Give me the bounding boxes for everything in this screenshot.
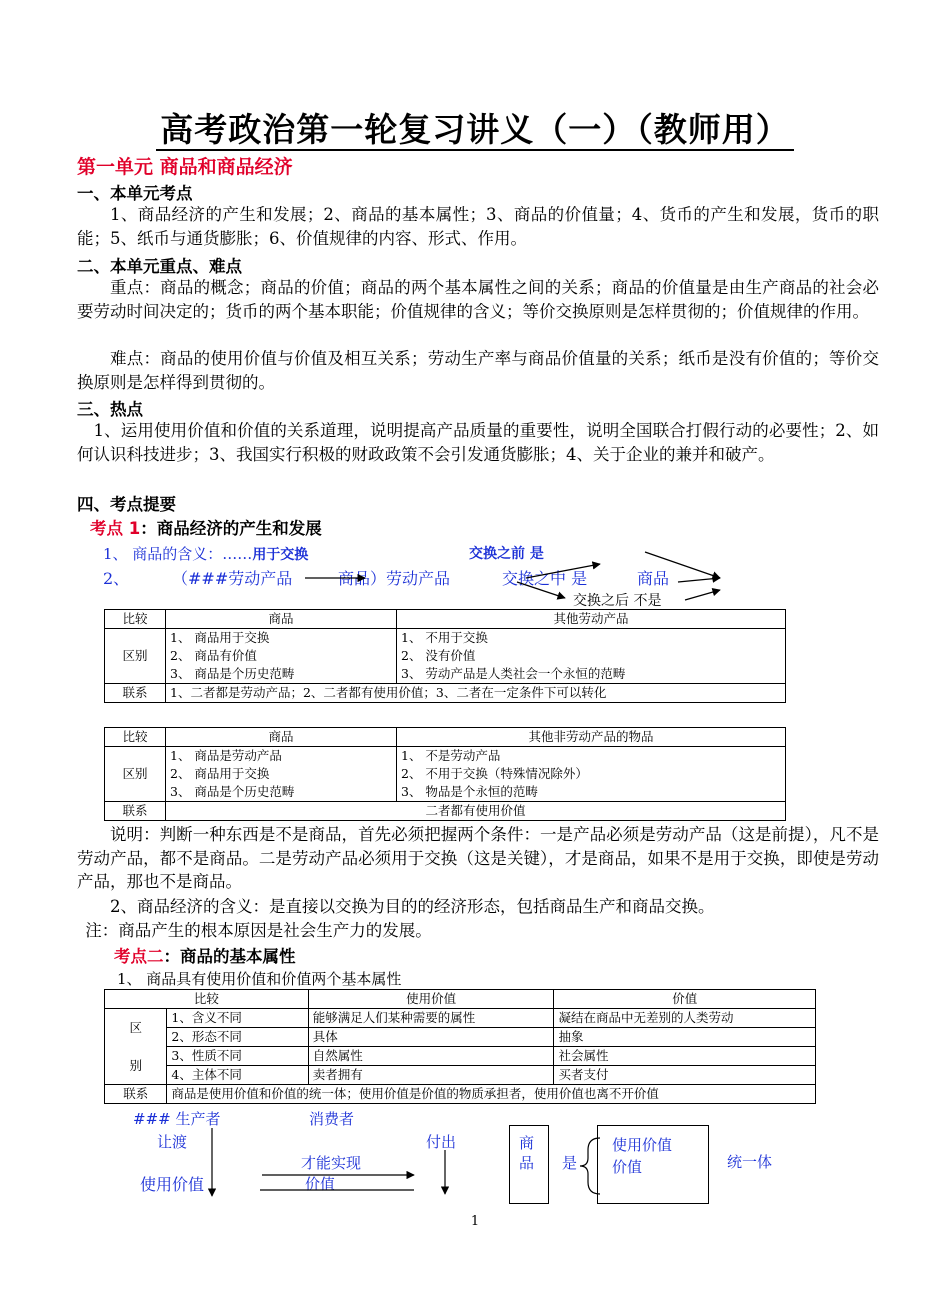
arrow-commodity-link <box>678 578 720 582</box>
kp1-label: 考点 1 <box>90 519 141 538</box>
diagram-uv: 使用价值 <box>612 1136 673 1154</box>
diagram-consumer: 消费者 <box>309 1110 355 1128</box>
kp1-line1-prefix: 1、 商品的含义：…… <box>103 545 253 563</box>
header-cell: 比较 <box>105 728 166 747</box>
kp1-labor-product: （###劳动产品 <box>172 569 293 588</box>
arrow-during-exchange <box>526 564 600 578</box>
kp1-use-exchange: 用于交换 <box>252 547 309 563</box>
section-2-key: 重点：商品的概念；商品的价值；商品的两个基本属性之间的关系；商品的价值量是由生产商品的社会必要劳动时间决定的；货币的两个基本职能；价值规律的含义；等价交换原则是怎样贯彻的；价值规律的作用。 <box>77 278 879 321</box>
section-3-heading: 三、热点 <box>77 400 143 419</box>
row-label-char: 别 <box>129 1057 142 1073</box>
arrow-after-exchange <box>517 582 565 598</box>
econ-definition: 2、商品经济的含义：是直接以交换为目的的经济形态，包括商品生产和商品交换。 <box>110 897 715 916</box>
diagram-use-value: 使用价值 <box>140 1175 205 1194</box>
kp1-commodity-paren: 商品）劳动产品 <box>338 569 451 588</box>
cell-line: 3、 商品是个历史范畴 <box>170 666 295 681</box>
cell: 买者支付 <box>554 1066 816 1085</box>
diagram-pay: 付出 <box>426 1133 457 1151</box>
diagram-goods: 商品 <box>519 1134 535 1172</box>
kp2-title: ：商品的基本属性 <box>163 947 296 966</box>
cell: 4、主体不同 <box>167 1066 308 1085</box>
kp1-commodity: 商品 <box>637 569 670 588</box>
explain-note: 说明：判断一种东西是不是商品，首先必须把握两个条件：一是产品必须是劳动产品（这是前提），凡不是劳动产品，都不是商品。二是劳动产品必须用于交换（这是关键），才是商品，如果不是用于交换，即使是劳动产品，那也不是商品。 <box>77 825 879 891</box>
section-1-heading: 一、本单元考点 <box>77 184 193 203</box>
cell-line: 2、 不用于交换（特殊情况除外） <box>401 766 588 781</box>
header-cell: 比较 <box>105 610 166 629</box>
section-3-text: 1、运用使用价值和价值的关系道理，说明提高产品质量的重要性，说明全国联合打假行动的必要性；2、如何认识科技进步；3、我国实行积极的财政政策不会引发通货膨胀；4、关于企业的兼并和破产。 <box>77 421 879 464</box>
header-cell: 其他劳动产品 <box>397 610 786 629</box>
cell: 社会属性 <box>554 1047 816 1066</box>
cell-line: 2、 商品有价值 <box>170 648 257 663</box>
row-label: 联系 <box>105 802 166 821</box>
cell: 能够满足人们某种需要的属性 <box>308 1009 554 1028</box>
cell: 二者都有使用价值 <box>166 802 786 821</box>
row-label: 区别 <box>105 629 166 684</box>
brace-icon <box>580 1138 600 1194</box>
cell: 1、含义不同 <box>167 1009 308 1028</box>
cell-line: 2、 没有价值 <box>401 648 476 663</box>
cell-line: 1、 商品用于交换 <box>170 630 270 645</box>
header-cell: 价值 <box>554 990 816 1009</box>
diagram-producer: ### 生产者 <box>133 1110 221 1128</box>
diagram-v: 价值 <box>612 1158 643 1176</box>
kp1-title: ：商品经济的产生和发展 <box>140 519 322 538</box>
header-cell: 比较 <box>105 990 309 1009</box>
page-title-text: 高考政治第一轮复习讲义（一）（教师用） <box>156 110 794 151</box>
diagram-transfer: 让渡 <box>157 1133 188 1151</box>
cell-line: 1、 不是劳动产品 <box>401 748 501 763</box>
cell-line: 1、 不用于交换 <box>401 630 488 645</box>
cell: 凝结在商品中无差别的人类劳动 <box>554 1009 816 1028</box>
row-label: 区别 <box>105 747 166 802</box>
header-cell: 商品 <box>166 728 397 747</box>
kp2-label: 考点二 <box>114 947 164 966</box>
cell: 3、性质不同 <box>167 1047 308 1066</box>
header-cell: 商品 <box>166 610 397 629</box>
row-label-char: 区 <box>129 1019 142 1035</box>
arrow-not-commodity <box>685 590 720 600</box>
cell: 自然属性 <box>308 1047 554 1066</box>
section-2-hard: 难点：商品的使用价值与价值及相互关系；劳动生产率与商品价值量的关系；纸币是没有价值的；等价交换原则是怎样得到贯彻的。 <box>77 349 879 392</box>
kp1-during-exchange: 交换之中 是 <box>502 569 588 588</box>
arrow-before-to-commodity <box>645 552 720 578</box>
cell: 2、形态不同 <box>167 1028 308 1047</box>
diagram-is: 是 <box>562 1154 578 1172</box>
cell: 具体 <box>308 1028 554 1047</box>
kp1-line2-num: 2、 <box>103 569 130 588</box>
row-label: 联系 <box>105 684 166 703</box>
header-cell: 使用价值 <box>308 990 554 1009</box>
cell-line: 3、 商品是个历史范畴 <box>170 784 295 799</box>
cell-line: 1、 商品是劳动产品 <box>170 748 282 763</box>
header-cell: 其他非劳动产品的物品 <box>397 728 786 747</box>
kp1-before-exchange: 交换之前 是 <box>469 546 544 562</box>
cell: 商品是使用价值和价值的统一体；使用价值是价值的物质承担者，使用价值也离不开价值 <box>167 1085 816 1104</box>
cell: 抽象 <box>554 1028 816 1047</box>
diagram-only-then: 才能实现 <box>301 1154 362 1172</box>
diagram-unity: 统一体 <box>727 1153 773 1171</box>
section-1-text: 1、商品经济的产生和发展；2、商品的基本属性；3、商品的价值量；4、货币的产生和发展，货币的职能；5、纸币与通货膨胀；6、价值规律的内容、形式、作用。 <box>77 205 879 248</box>
cell-line: 2、 商品用于交换 <box>170 766 270 781</box>
kp2-line1: 1、 商品具有使用价值和价值两个基本属性 <box>117 970 402 988</box>
kp1-after-exchange: 交换之后 不是 <box>573 593 662 609</box>
row-label: 联系 <box>105 1085 167 1104</box>
cell-line: 3、 物品是个永恒的范畴 <box>401 784 538 799</box>
cell-line: 3、 劳动产品是人类社会一个永恒的范畴 <box>401 666 626 681</box>
section-2-heading: 二、本单元重点、难点 <box>77 257 242 276</box>
page-number: 1 <box>470 1214 480 1229</box>
section-4-heading: 四、考点提要 <box>77 495 176 514</box>
unit-heading: 第一单元 商品和商品经济 <box>77 156 293 178</box>
diagram-value: 价值 <box>305 1175 336 1193</box>
cell: 卖者拥有 <box>308 1066 554 1085</box>
cell: 1、二者都是劳动产品；2、二者都有使用价值；3、二者在一定条件下可以转化 <box>166 684 786 703</box>
origin-note: 注：商品产生的根本原因是社会生产力的发展。 <box>85 921 432 940</box>
